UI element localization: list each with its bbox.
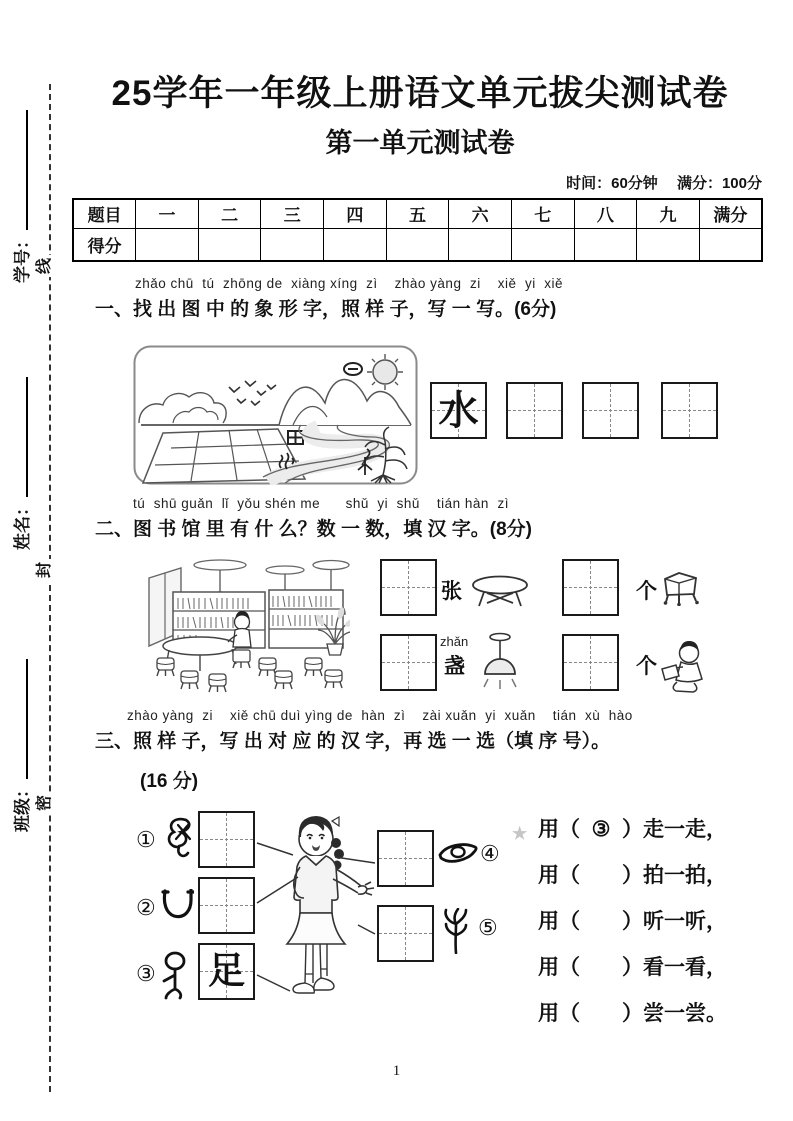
q1-pinyin: zhǎo chū tú zhōng de xiàng xíng zì zhào yàng zi xiě yi xiě (135, 276, 563, 291)
stool-icon (259, 658, 276, 676)
score-header-cell: 二 (198, 199, 261, 228)
q2-measure-zhan-pinyin: zhǎn (440, 634, 469, 649)
score-header-cell: 五 (386, 199, 449, 228)
stool-icon (157, 658, 174, 676)
sentence-suffix: ）看一看， (622, 955, 727, 979)
q3-text: 三、照 样 子，写 出 对 应 的 汉 字，再 选 一 选（填 序 号）。 (95, 731, 611, 752)
score-header-cell: 六 (449, 199, 512, 228)
sentence-prefix: 用（ (538, 1001, 580, 1025)
stool-icon (325, 670, 342, 688)
score-header-cell: 九 (637, 199, 700, 228)
score-header-cell: 三 (261, 199, 324, 228)
sentence-suffix: ）走一走， (622, 817, 727, 841)
score-row-label: 得分 (73, 228, 136, 261)
score-cell[interactable] (136, 228, 199, 261)
stool-icon (181, 671, 198, 689)
score-cell[interactable] (574, 228, 637, 261)
q3-pinyin: zhào yàng zi xiě chū duì yìng de hàn zì zài xuǎn yi xuǎn tián xù hào (127, 708, 633, 723)
page-title: 25学年一年级上册语文单元拔尖测试卷 (111, 74, 729, 113)
stool-icon (275, 671, 292, 689)
sentence-row (538, 904, 738, 950)
q3-score-note: (16 分) (140, 771, 199, 792)
score-cell[interactable] (637, 228, 700, 261)
score-header-cell: 四 (324, 199, 387, 228)
q2-grid-children[interactable] (562, 634, 619, 691)
sun-icon (373, 360, 397, 384)
q1-grid-3[interactable] (661, 382, 718, 439)
lamp-icon (478, 632, 522, 694)
q1-example-char: 水 (438, 387, 479, 433)
table-icon (470, 574, 530, 610)
q3-number-5: ⑤ (478, 915, 498, 940)
name-label: 姓名： (13, 499, 32, 550)
sentence-prefix: 用（ (538, 817, 580, 841)
sentence-prefix: 用（ (538, 909, 580, 933)
q3-sentences (512, 812, 738, 1042)
connector-lines (130, 803, 515, 1021)
q2-text: 二、图 书 馆 里 有 什 么？数 一 数，填 汉 字。(8分) (95, 519, 533, 540)
q2-measure-ge-2: 个 (636, 654, 657, 678)
student-id-field (8, 110, 33, 283)
seal-char-feng: 封 (36, 559, 54, 581)
q1-grid-example (430, 382, 487, 439)
sentence-suffix: ）听一听， (622, 909, 727, 933)
answer-slot[interactable]: ③ (591, 817, 611, 841)
sentence-suffix: ）拍一拍， (622, 863, 727, 887)
score-header-cell: 一 (136, 199, 199, 228)
score-cell[interactable] (261, 228, 324, 261)
reading-child-icon (653, 640, 711, 694)
q3-figure (130, 803, 515, 1021)
sentence-row (512, 812, 738, 858)
score-table-header-row (73, 199, 762, 228)
sentence-row (538, 950, 738, 996)
class-blank[interactable] (12, 659, 28, 779)
q2-measure-ge-1: 个 (636, 579, 657, 603)
score-header-cell: 满分 (699, 199, 762, 228)
sentence-suffix: ）尝一尝。 (622, 1001, 727, 1025)
page-subtitle: 第一单元测试卷 (325, 128, 515, 158)
score-table-score-row (73, 228, 762, 261)
q2-measure-zhang: 张 (441, 579, 462, 603)
student-id-label: 学号： (13, 232, 32, 283)
q2-measure-zhan: 盏 (444, 654, 465, 678)
q3-number-2: ② (136, 895, 156, 920)
q3-number-1: ① (136, 827, 156, 852)
stool-icon (305, 658, 322, 676)
score-header-cell: 题目 (73, 199, 136, 228)
student-id-blank[interactable] (12, 110, 28, 230)
score-cell[interactable] (449, 228, 512, 261)
q2-grid-tables[interactable] (380, 559, 437, 616)
class-label: 班级： (13, 781, 32, 832)
q1-grid-1[interactable] (506, 382, 563, 439)
q2-pinyin: tú shū guǎn lǐ yǒu shén me shǔ yi shǔ tián hàn zì (133, 496, 509, 511)
sentence-row (538, 996, 738, 1042)
time-score-info: 时间：60分钟 满分：100分 (566, 175, 762, 192)
page-number: 1 (392, 1063, 401, 1079)
score-header-cell: 八 (574, 199, 637, 228)
name-field (8, 377, 33, 550)
seal-dashed-line (49, 84, 51, 1092)
q3-number-4: ④ (480, 841, 500, 866)
q2-library-picture (145, 558, 350, 693)
score-header-cell: 七 (511, 199, 574, 228)
star-icon: ★ (512, 824, 528, 843)
seal-char-line: 线 (36, 255, 54, 277)
sentence-prefix: 用（ (538, 955, 580, 979)
q2-grid-stools[interactable] (562, 559, 619, 616)
q1-landscape-picture (133, 345, 418, 485)
seal-char-mi: 密 (36, 792, 54, 814)
class-field (8, 659, 33, 832)
q3-number-3: ③ (136, 961, 156, 986)
score-table (72, 198, 763, 262)
stool-icon (659, 570, 701, 606)
q3-example-char: 足 (208, 951, 245, 992)
stool-icon (209, 674, 226, 692)
q1-grid-2[interactable] (582, 382, 639, 439)
score-cell[interactable] (699, 228, 762, 261)
score-cell[interactable] (386, 228, 449, 261)
q3-grid-foot-example (198, 943, 255, 1000)
sentence-row (538, 858, 738, 904)
score-cell[interactable] (324, 228, 387, 261)
score-cell[interactable] (511, 228, 574, 261)
name-blank[interactable] (12, 377, 28, 497)
q1-text: 一、找 出 图 中 的 象 形 字，照 样 子，写 一 写。(6分) (95, 299, 557, 320)
sentence-prefix: 用（ (538, 863, 580, 887)
q2-grid-lamps[interactable] (380, 634, 437, 691)
score-cell[interactable] (198, 228, 261, 261)
